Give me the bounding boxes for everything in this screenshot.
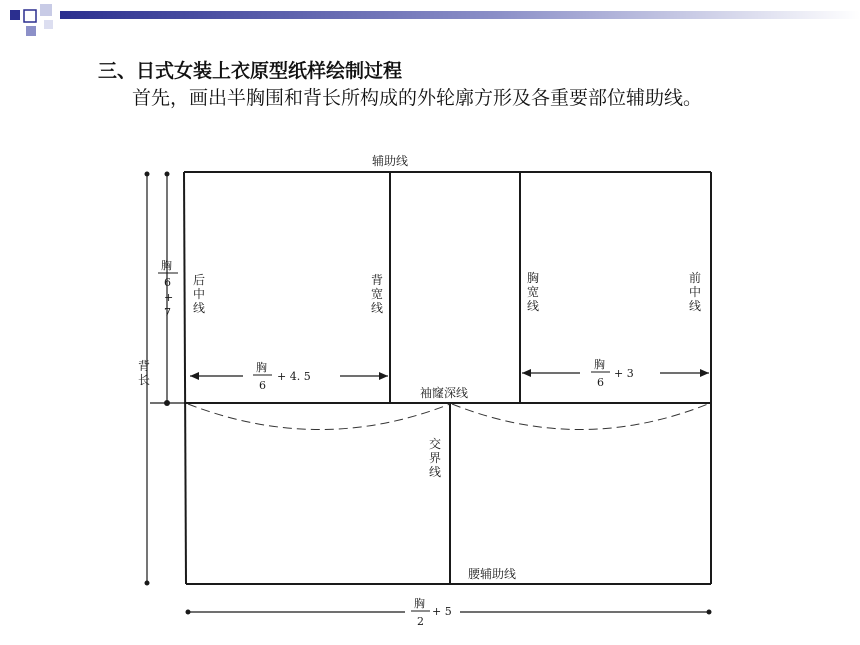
armhole-formula-num: 胸 — [161, 259, 172, 272]
chest-width-label: 胸宽线 — [527, 271, 540, 313]
back-curve — [188, 404, 450, 430]
armhole-formula-add: 7 — [164, 306, 171, 319]
chest-width-formula-den: 6 — [597, 376, 604, 389]
back-width-formula-num: 胸 — [256, 361, 267, 374]
dim-end-dot — [165, 172, 170, 177]
back-length-label: 背长 — [138, 359, 151, 387]
left-line — [184, 172, 186, 584]
back-width-formula-add: + 4. 5 — [277, 370, 311, 383]
back-center-label: 后中线 — [193, 273, 206, 315]
front-center-label: 前中线 — [689, 271, 702, 313]
armhole-formula-plus: + — [164, 291, 174, 304]
arrow-head — [190, 372, 199, 380]
dim-end-dot — [707, 610, 712, 615]
dim-end-dot — [145, 172, 150, 177]
chest-width-formula-add: + 3 — [614, 367, 634, 380]
waist-aux-label: 腰辅助线 — [468, 567, 517, 581]
dim-end-dot — [164, 400, 170, 406]
back-width-formula-den: 6 — [259, 379, 266, 392]
arrow-head — [379, 372, 388, 380]
front-curve — [452, 404, 708, 430]
armhole-formula-den: 6 — [164, 276, 171, 289]
armhole-depth-label: 袖窿深线 — [420, 386, 469, 400]
slide-subtitle: 首先，画出半胸围和背长所构成的外轮廓方形及各重要部位辅助线。 — [132, 87, 703, 109]
dim-end-dot — [186, 610, 191, 615]
half-bust-formula-den: 2 — [417, 615, 424, 628]
arrow-head — [522, 369, 531, 377]
back-width-label: 背宽线 — [371, 273, 384, 315]
chest-width-formula-num: 胸 — [594, 358, 605, 371]
half-bust-formula-num: 胸 — [414, 597, 425, 610]
arrow-head — [700, 369, 709, 377]
half-bust-formula-add: + 5 — [432, 605, 452, 618]
slide-title: 三、日式女装上衣原型纸样绘制过程 — [98, 60, 403, 82]
dim-end-dot — [145, 581, 150, 586]
boundary-label: 交界线 — [429, 437, 442, 479]
top-aux-label: 辅助线 — [372, 154, 409, 168]
